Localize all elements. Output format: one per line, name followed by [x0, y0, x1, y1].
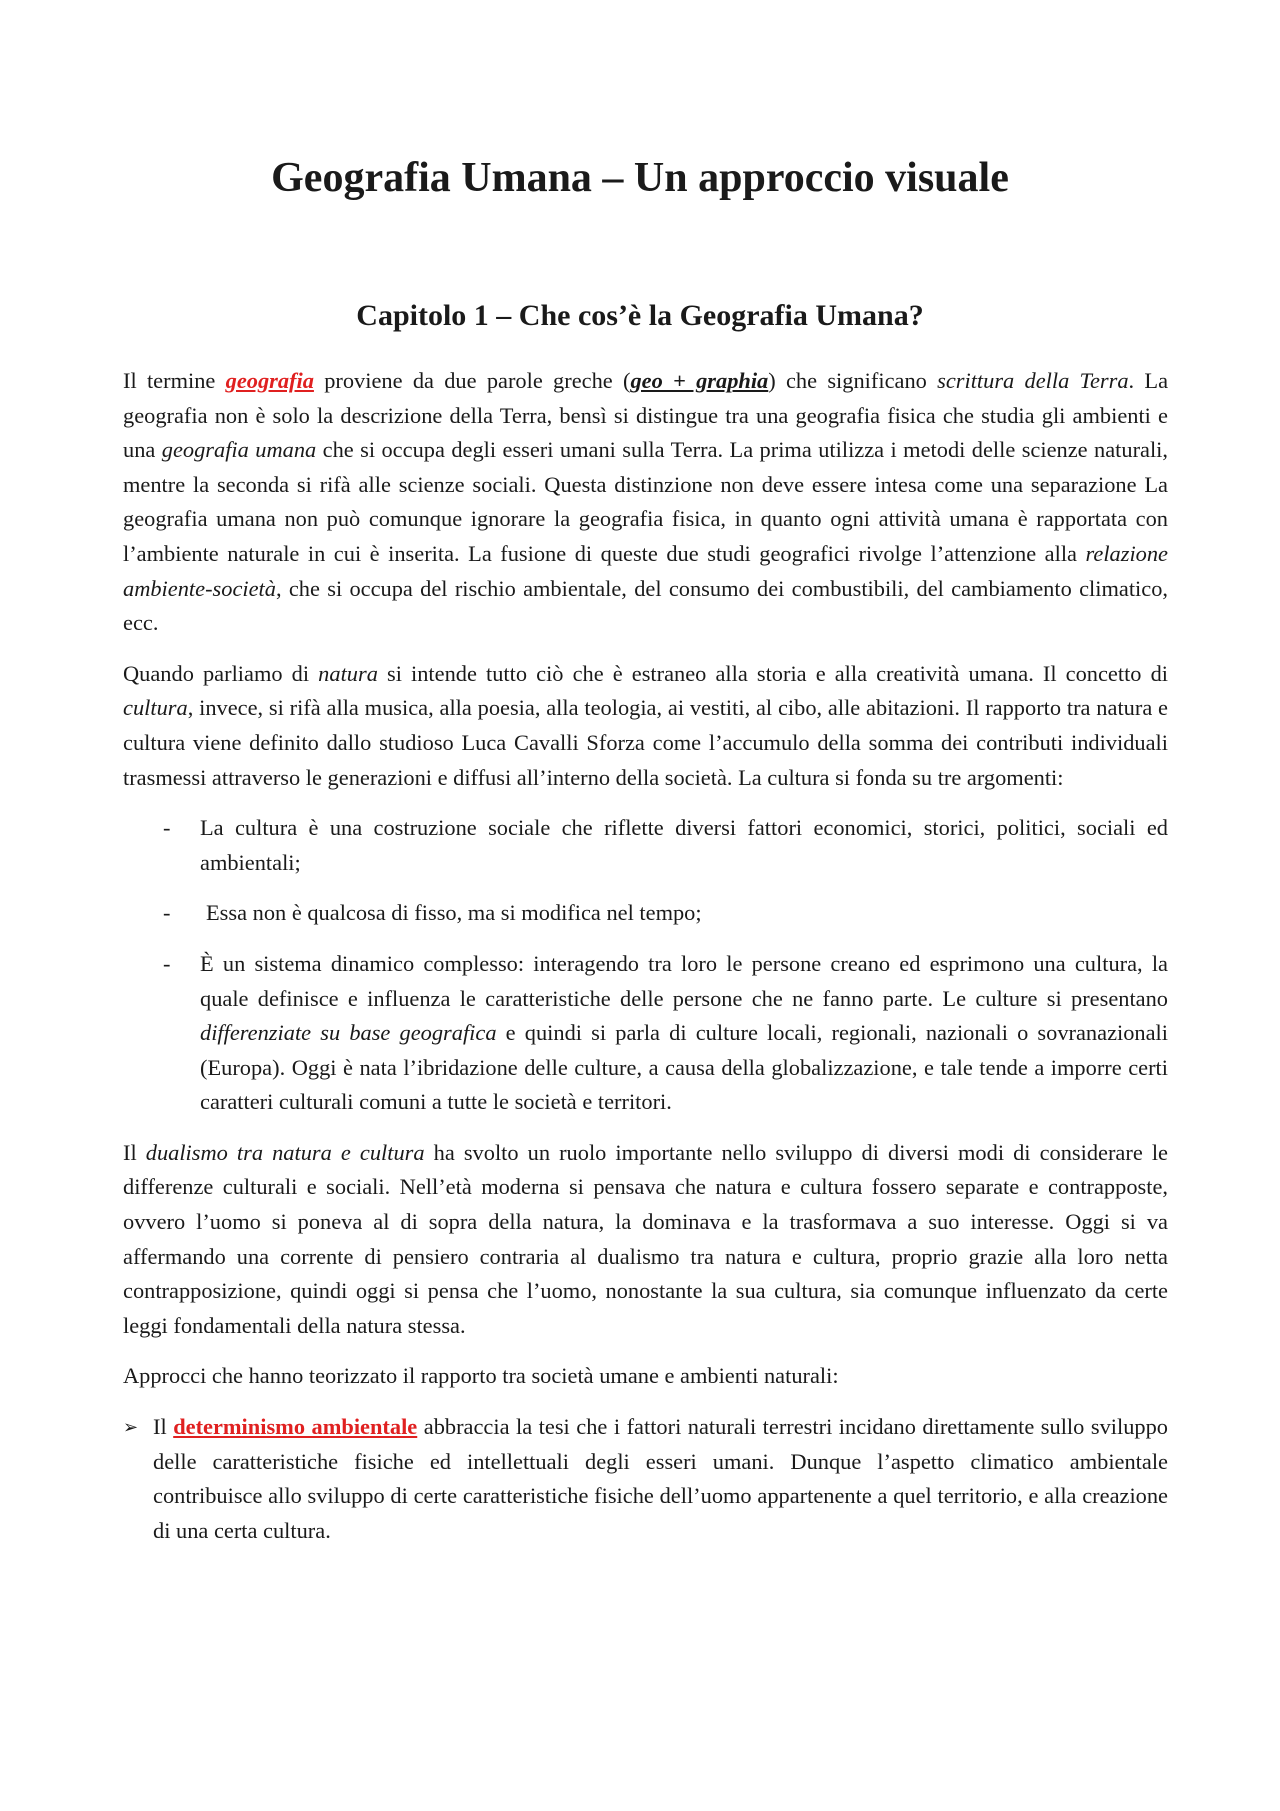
keyword-determinismo-ambientale: determinismo ambientale [173, 1414, 418, 1440]
paragraph-natura-cultura [123, 657, 1168, 795]
emphasis-relazione-ambiente-societa: relazione ambiente-società [123, 540, 1168, 601]
list-item-text: La cultura è una costruzione sociale che riflette diversi fattori economici, storici, politici, sociali ed ambientali; [200, 815, 1168, 875]
culture-arguments-list [123, 811, 1168, 1120]
dash-bullet: - [163, 815, 171, 841]
emphasis-differenziate-su-base-geografica: differenziate su base geografica [200, 1020, 497, 1046]
text-run: , invece, si rifà alla musica, alla poesia, alla teologia, ai vestiti, al cibo, alle abitazioni. Il rapporto tra natura e cultura viene definito dallo studioso Luca Cavalli Sforza come l’accumulo della somma dei contributi individuali trasmessi attraverso le generazioni e diffusi all’interno della società. La cultura si fonda su tre argomenti: [123, 695, 1168, 790]
emphasis-natura: natura [318, 660, 378, 686]
dash-bullet: - [163, 900, 171, 926]
dash-bullet: - [163, 950, 171, 976]
emphasis-dualismo-tra-natura-e-cultura: dualismo tra natura e cultura [145, 1139, 425, 1165]
emphasis-geografia-umana: geografia umana [161, 437, 317, 463]
list-item [123, 947, 1168, 1120]
document-title: Geografia Umana – Un approccio visuale [271, 155, 1009, 201]
text-run: . La geografia non è solo la descrizione della Terra, bensì si distingue tra una geografia fisica che studia gli ambienti e una [123, 368, 1169, 463]
text-run: Il termine [123, 368, 226, 393]
text-run: che si occupa degli esseri umani sulla Terra. La prima utilizza i metodi delle scienze naturali, mentre la seconda si rifà alle scienze sociali. Questa distinzione non deve essere intesa come una separazione La geografia umana non può comunque ignorare la geografia fisica, in quanto ogni attività umana è rapportata con l’ambiente naturale in cui è inserita. La fusione di queste due studi geografici rivolge l’attenzione alla [123, 437, 1169, 566]
text-run: Quando parliamo di [123, 660, 319, 686]
text-run: Il [153, 1414, 174, 1440]
list-item [123, 896, 1168, 931]
list-item-text: È un sistema dinamico complesso: interagendo tra loro le persone creano ed esprimono una cultura, la quale definisce e influenza le caratteristiche delle persone che ne fanno parte. Le culture si presentano [200, 950, 1168, 1011]
text-run: abbraccia la tesi che i fattori naturali terrestri incidano direttamente sullo sviluppo delle caratteristiche fisiche ed intellettuali degli esseri umani. Dunque l’aspetto climatico ambientale contribuisce allo sviluppo di certe caratteristiche fisiche dell’uomo appartenente a quel territorio, e alla creazione di una certa cultura. [153, 1414, 1168, 1543]
text-run: Il [123, 1139, 146, 1165]
approaches-list [123, 1410, 1168, 1548]
list-item-text: Essa non è qualcosa di fisso, ma si modifica nel tempo; [206, 900, 702, 926]
document-body [123, 364, 1168, 1548]
text-run: ) che significano [768, 368, 938, 393]
emphasis-scrittura-della-terra: scrittura della Terra [937, 368, 1129, 393]
emphasis-cultura: cultura [123, 695, 188, 721]
text-run: , che si occupa del rischio ambientale, del consumo dei combustibili, del cambiamento climatico, ecc. [123, 575, 1168, 636]
text-run: si intende tutto ciò che è estraneo alla storia e alla creatività umana. Il concetto di [377, 660, 1169, 686]
chapter-title: Capitolo 1 – Che cos’è la Geografia Umana? [356, 299, 924, 332]
keyword-geo-graphia: geo + graphia [630, 368, 769, 393]
paragraph-geografia-definition [123, 364, 1168, 641]
keyword-geografia: geografia [225, 368, 314, 393]
text-run: ha svolto un ruolo importante nello sviluppo di diversi modi di considerare le differenze culturali e sociali. Nell’età moderna si pensava che natura e cultura fossero separate e contrapposte, ovvero l’uomo si poneva al di sopra della natura, la dominava e la trasformava a suo interesse. Oggi si va affermando una corrente di pensiero contraria al dualismo tra natura e cultura, proprio grazie alla loro netta contrapposizione, quindi oggi si pensa che l’uomo, nonostante la sua cultura, sia comunque influenzato da certe leggi fondamentali della natura stessa. [123, 1139, 1168, 1338]
paragraph-dualismo [123, 1136, 1168, 1344]
arrow-bullet-icon: ➢ [123, 1417, 139, 1438]
list-item-text: e quindi si parla di culture locali, regionali, nazionali o sovranazionali (Europa). Oggi è nata l’ibridazione delle culture, a causa della globalizzazione, e tale tende a imporre certi caratteri culturali comuni a tutte le società e territori. [200, 1020, 1168, 1115]
text-run: proviene da due parole greche ( [313, 368, 631, 393]
list-item [123, 811, 1168, 880]
paragraph-approcci-intro: Approcci che hanno teorizzato il rapporto tra società umane e ambienti naturali: [123, 1363, 839, 1389]
list-item [123, 1410, 1168, 1548]
